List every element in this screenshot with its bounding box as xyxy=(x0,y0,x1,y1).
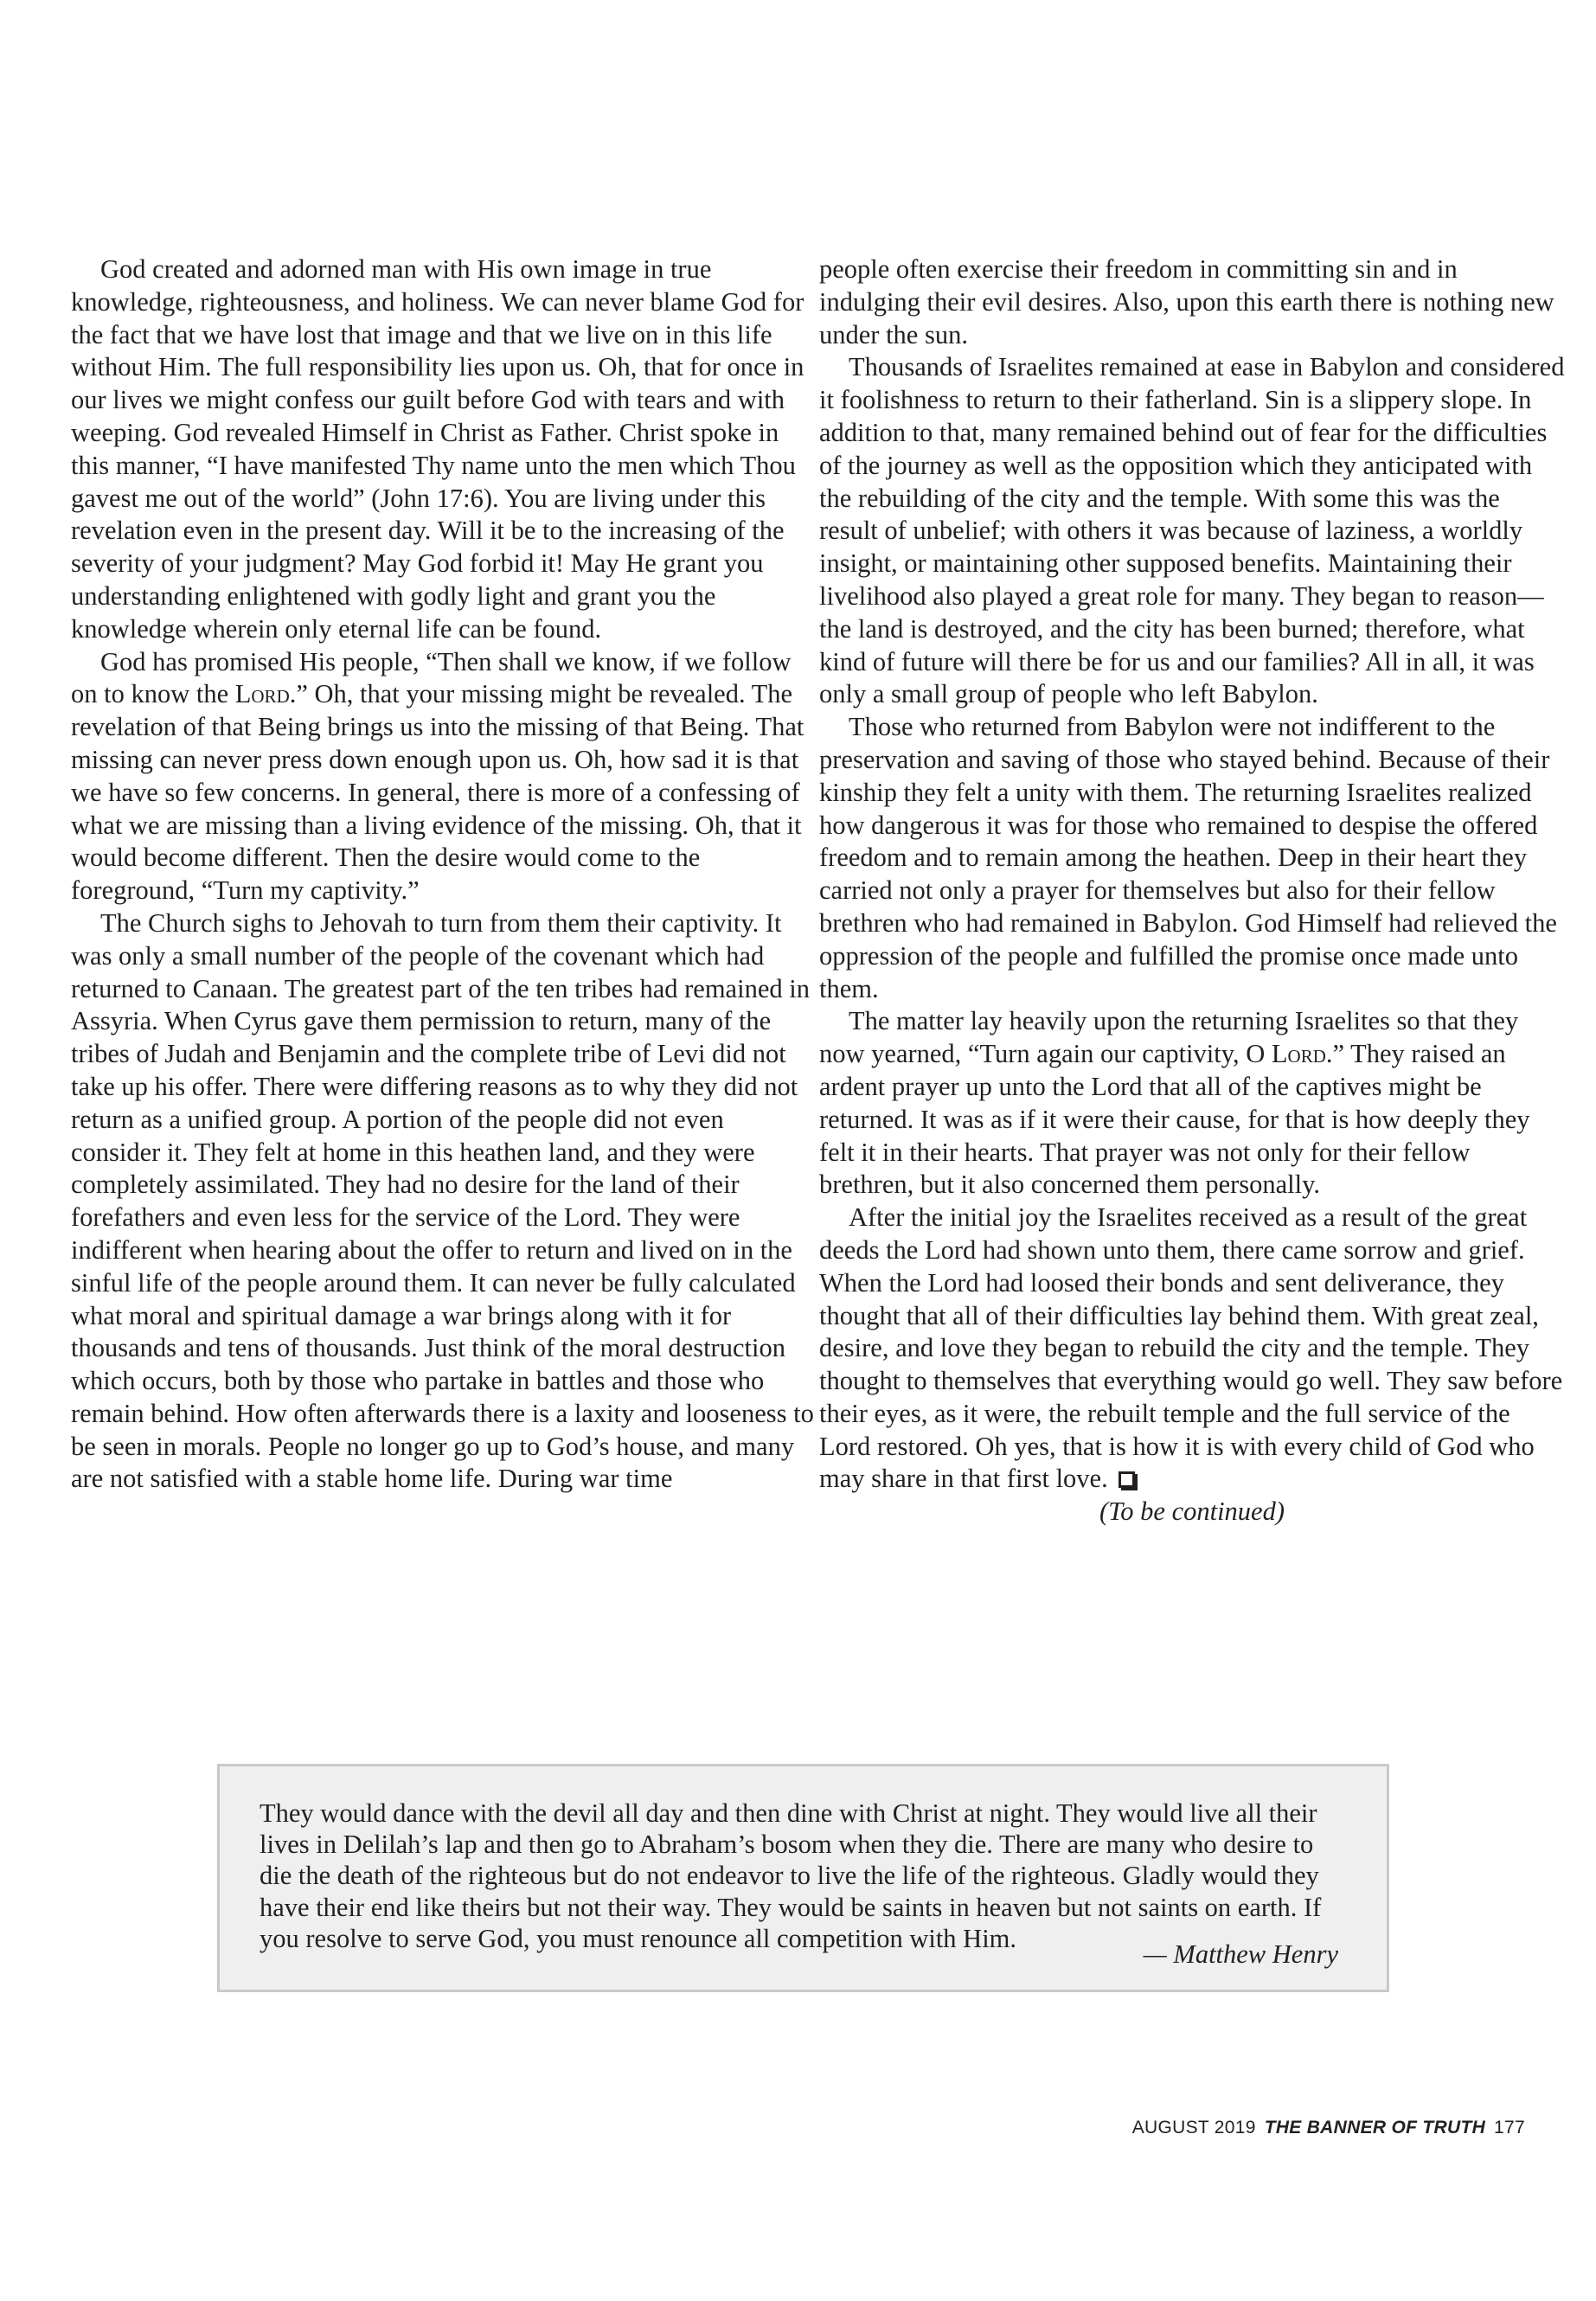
page-number: 177 xyxy=(1494,2118,1525,2138)
paragraph: God created and adorned man with His own image in true knowledge, righteousness, and holiness. We can never blame God for the fact that we have lost that image and that we live on in this life without Him. The full responsibility lies upon us. Oh, that for once in our lives we might confess our guilt before God with tears and with weeping. God revealed Himself in Christ as Father. Christ spoke in this manner, “I have manifested Thy name unto the men which Thou gavest me out of the world” (John 17:6). You are living under this revelation even in the present day. Will it be to the increasing of the severity of your judgment? May God forbid it! May He grant you understanding enlightened with godly light and grant you the knowledge wherein only eternal life can be found. xyxy=(71,254,804,644)
article-right-column xyxy=(819,253,1565,1529)
paragraph: The Church sighs to Jehovah to turn from them their captivity. It was only a small number of the people of the covenant which had returned to Canaan. The greatest part of the ten tribes had remained in Assyria. When Cyrus gave them permission to return, many of the tribes of Judah and Benjamin and the complete tribe of Levi did not take up his offer. There were differing reasons as to why they did not return as a unified group. A portion of the people did not even consider it. They felt at home in this heathen land, and they were completely assimilated. They had no desire for the land of their forefathers and even less for the service of the Lord. They were indifferent when hearing about the offer to return and lived on in the sinful life of the people around them. It can never be fully calculated what moral and spiritual damage a war brings along with it for thousands and tens of thousands. Just think of the moral destruction which occurs, both by those who partake in battles and those who remain behind. How often afterwards there is a laxity and looseness to be seen in morals. People no longer go up to God’s house, and many are not satisfied with a stable home life. During war time xyxy=(71,907,814,1494)
paragraph: Those who returned from Babylon were not indifferent to the preservation and saving of those who stayed behind. Because of their kinship they felt a unity with them. The returning Israelites realized how dangerous it was for those who remained to despise the offered freedom and to remain among the heathen. Deep in their heart they carried not only a prayer for themselves but also for their fellow brethren who had remained in Babylon. God Himself had relieved the oppression of the people and fulfilled the promise once made unto them. xyxy=(819,712,1557,1003)
end-of-article-icon xyxy=(1118,1471,1135,1488)
page-footer xyxy=(1132,2118,1525,2138)
paragraph-text: God has promised His people, “Then shall we know, if we follow on to know the xyxy=(71,646,792,709)
quote-attribution: — Matthew Henry xyxy=(1143,1939,1338,1969)
paragraph: people often exercise their freedom in committing sin and in indulging their evil desires. Also, upon this earth there is nothing new under the sun. xyxy=(819,254,1554,349)
to-be-continued: (To be continued) xyxy=(1099,1497,1285,1527)
magazine-title: THE BANNER OF TRUTH xyxy=(1264,2118,1486,2138)
quote-box xyxy=(217,1764,1389,1992)
quote-text: They would dance with the devil all day and then dine with Christ at night. They would live all their lives in Delilah’s lap and then go to Abraham’s bosom when they die. There are many who desire to die the death of the righteous but do not endeavor to live the life of the righteous. Gladly would they have their end like theirs but not their way. They would be saints in heaven but not saints on earth. If you resolve to serve God, you must renounce all competition with Him. xyxy=(260,1798,1322,1953)
issue-date: AUGUST 2019 xyxy=(1131,2118,1256,2138)
paragraph xyxy=(71,646,817,907)
paragraph xyxy=(819,1005,1565,1202)
paragraph xyxy=(819,1202,1565,1496)
paragraph: Thousands of Israelites remained at ease in Babylon and considered it foolishness to return to their fatherland. Sin is a slippery slope. In addition to that, many remained behind out of fear for the difficulties of the journey as well as the opposition which they anticipated with the rebuilding of the city and the temple. With some this was the result of unbelief; with others it was because of laziness, a worldly insight, or maintaining other supposed benefits. Maintaining their livelihood also played a great role for many. They began to reason—the land is destroyed, and the city has been burned; therefore, what kind of future will there be for us and our families? All in all, it was only a small group of people who left Babylon. xyxy=(819,352,1565,709)
paragraph-text: The matter lay heavily upon the returning Israelites so that they now yearned, “Turn again our captivity, O xyxy=(819,1006,1519,1069)
small-caps-lord: Lord xyxy=(234,679,290,709)
paragraph-text: .” Oh, that your missing might be revealed. The revelation of that Being brings us into the missing of that Being. That missing can never press down enough upon us. Oh, how sad it is that we have so few concerns. In general, there is more of a confessing of what we are missing than a living evidence of the missing. Oh, that it would become different. Then the desire would come to the foreground, “Turn my captivity.” xyxy=(71,679,804,906)
article-left-column xyxy=(71,253,817,1496)
small-caps-lord: Lord xyxy=(1271,1039,1326,1069)
paragraph-text: .” They raised an ardent prayer up unto the Lord that all of the captives might be returned. It was as if it were their cause, for that is how deeply they felt it in their hearts. That prayer was not only for their fellow brethren, but it also concerned them personally. xyxy=(819,1039,1530,1200)
paragraph-text: After the initial joy the Israelites received as a result of the great deeds the Lord had shown unto them, there came sorrow and grief. When the Lord had loosed their bonds and sent deliverance, they thought that all of their difficulties lay behind them. With great zeal, desire, and love they began to rebuild the city and the temple. They thought to themselves that everything would go well. They saw before their eyes, as it were, the rebuilt temple and the full service of the Lord restored. Oh yes, that is how it is with every child of God who may share in that first love. xyxy=(819,1202,1563,1494)
